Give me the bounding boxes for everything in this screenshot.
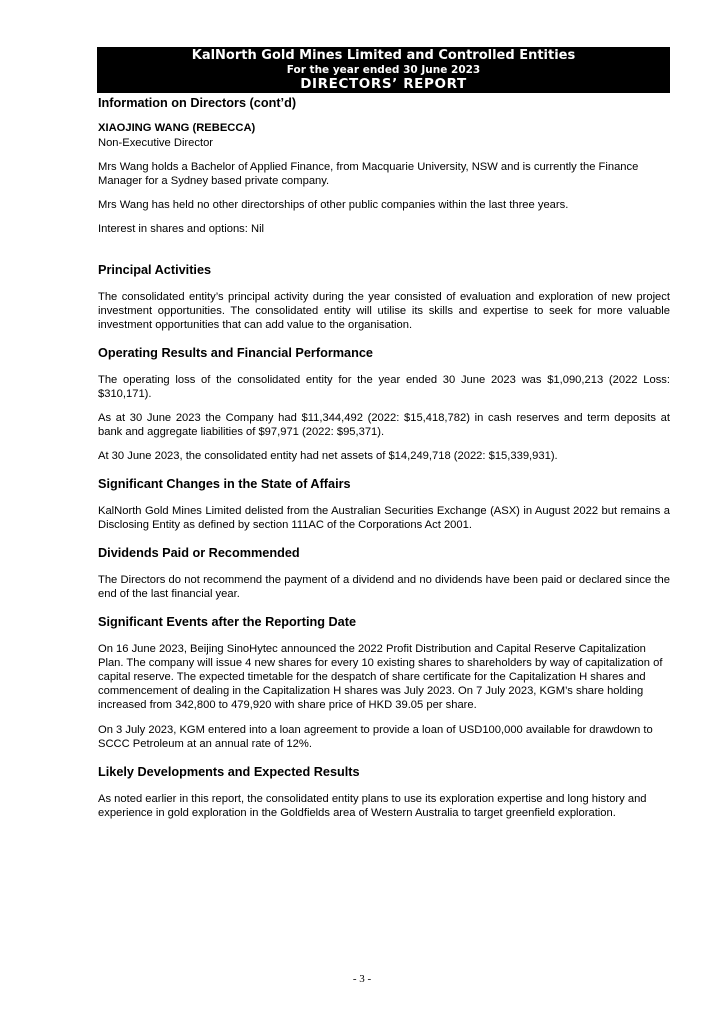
dividends-text: The Directors do not recommend the payment of a dividend and no dividends have been paid or declared since the end of the last financial year. [98, 574, 670, 600]
report-title: DIRECTORS’ REPORT [300, 76, 467, 92]
significant-events-text-2: On 3 July 2023, KGM entered into a loan agreement to provide a loan of USD100,000 available for drawdown to SCCC Petroleum at an annual rate of 12%. [98, 724, 653, 750]
likely-developments-text: As noted earlier in this report, the consolidated entity plans to use its exploration expertise and long history and experience in gold exploration in the Goldfields area of Western Australia to target greenfield exploration. [98, 793, 647, 819]
likely-developments-heading: Likely Developments and Expected Results [98, 765, 360, 779]
operating-results-heading: Operating Results and Financial Performance [98, 346, 373, 360]
significant-changes-text: KalNorth Gold Mines Limited delisted from the Australian Securities Exchange (ASX) in August 2022 but remains a Disclosing Entity as defined by section 111AC of the Corporations Act 2001. [98, 505, 670, 531]
director-directorships: Mrs Wang has held no other directorships of other public companies within the last three years. [98, 199, 569, 211]
operating-results-text-3: At 30 June 2023, the consolidated entity had net assets of $14,249,718 (2022: $15,339,931). [98, 450, 558, 462]
directors-info-heading: Information on Directors (cont’d) [98, 96, 297, 110]
significant-events-text-1: On 16 June 2023, Beijing SinoHytec announced the 2022 Profit Distribution and Capital Reserve Capitalization Plan. The company will issue 4 new shares for every 10 existing shares to shareholders by way of capitalization of capital reserve. The expected timetable for the despatch of share certificate for the Capitalization H shares and commencement of dealing in the Capitalization H shares was July 2023. On 7 July 2023, KGM’s share holding increased from 342,800 to 479,920 with share price of HKD 39.05 per share. [98, 643, 663, 711]
significant-events-heading: Significant Events after the Reporting Date [98, 615, 357, 629]
operating-results-text-1: The operating loss of the consolidated entity for the year ended 30 June 2023 was $1,090,213 (2022 Loss: $310,171). [98, 374, 670, 400]
dividends-heading: Dividends Paid or Recommended [98, 546, 300, 560]
report-body [98, 95, 670, 820]
company-name: KalNorth Gold Mines Limited and Controlled Entities [191, 48, 576, 63]
page-number: - 3 - [352, 973, 372, 985]
significant-changes-heading: Significant Changes in the State of Affairs [98, 477, 351, 491]
director-bio: Mrs Wang holds a Bachelor of Applied Finance, from Macquarie University, NSW and is currently the Finance Manager for a Sydney based private company. [98, 161, 639, 187]
operating-results-text-2: As at 30 June 2023 the Company had $11,344,492 (2022: $15,418,782) in cash reserves and term deposits at bank and aggregate liabilities of $97,971 (2022: $95,371). [98, 412, 670, 438]
reporting-period: For the year ended 30 June 2023 [286, 64, 481, 76]
principal-activities-text: The consolidated entity’s principal activity during the year consisted of evaluation and exploration of new project investment opportunities. The consolidated entity will utilise its skills and expertise to seek for more valuable investment opportunities that can add value to the organisation. [98, 291, 670, 331]
director-interests: Interest in shares and options: Nil [98, 223, 265, 235]
report-header-banner [97, 47, 670, 93]
principal-activities-heading: Principal Activities [98, 263, 212, 277]
director-name: XIAOJING WANG (REBECCA) [98, 122, 256, 134]
director-role: Non-Executive Director [98, 137, 214, 149]
